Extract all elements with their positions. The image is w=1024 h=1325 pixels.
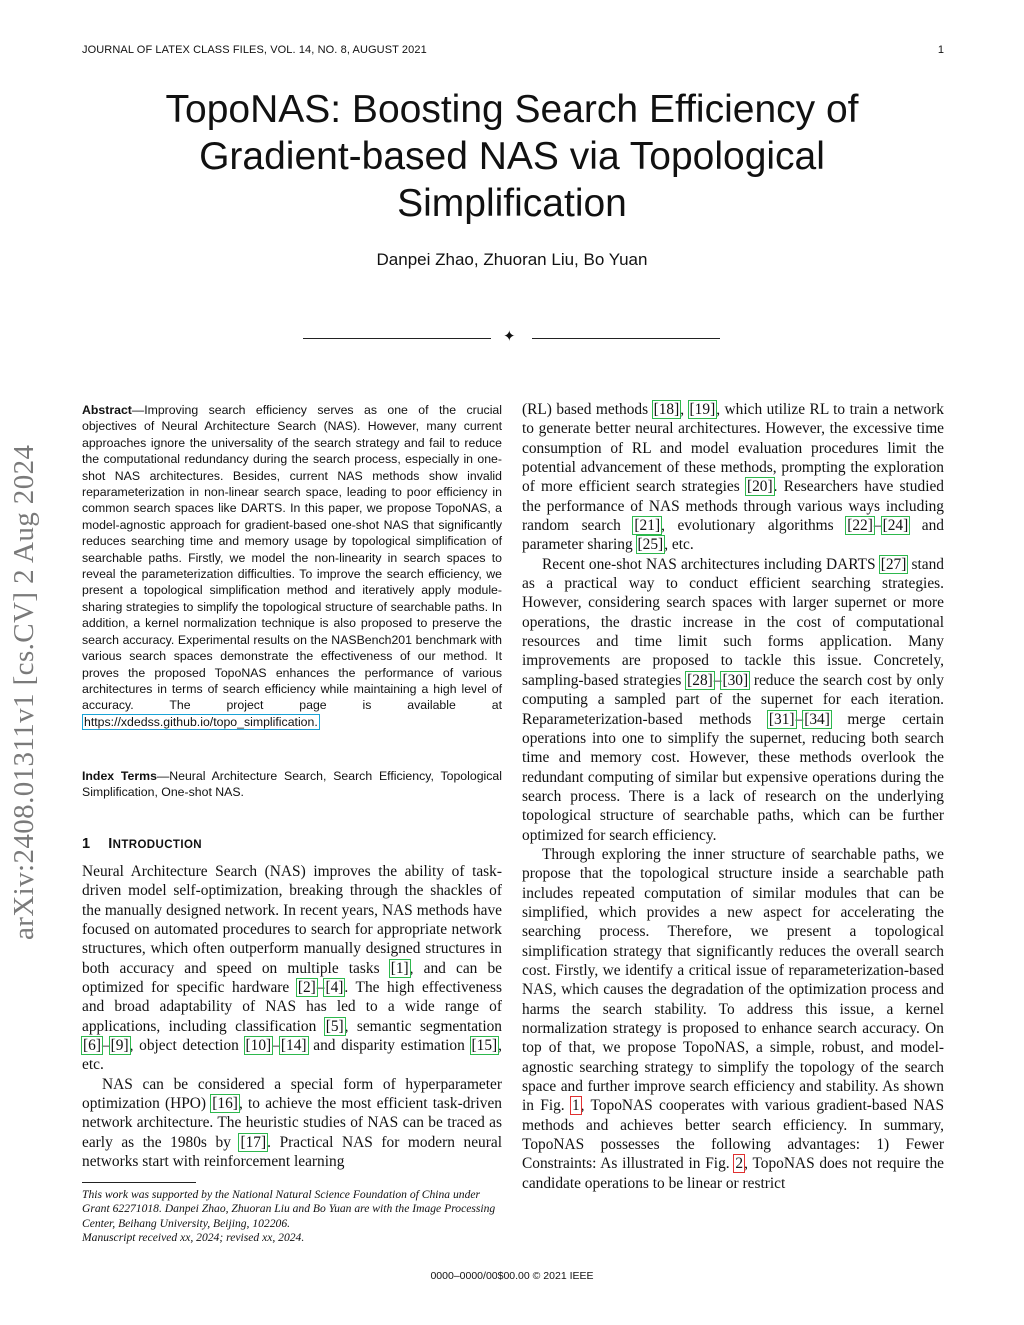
citation-link[interactable]: [17] <box>240 1133 267 1151</box>
arxiv-stamp: arXiv:2408.01311v1 [cs.CV] 2 Aug 2024 <box>8 444 40 940</box>
copyright-footer: 0000–0000/00$00.00 © 2021 IEEE <box>430 1270 594 1282</box>
paragraph: NAS can be considered a special form of hyperparameter optimization (HPO) [16], to achieve the most efficient task-driven network architecture. The heuristic studies of NAS can be traced as early as the 1980s by [17]. Practical NAS for modern neural networks start with reinforcement learning <box>82 1075 503 1171</box>
citation-link[interactable]: [21] <box>634 517 661 535</box>
figure-link[interactable]: 2 <box>735 1155 744 1173</box>
footnote-manuscript: Manuscript received xx, 2024; revised xx, 2024. <box>82 1231 305 1245</box>
index-terms-label: Index Terms <box>82 769 157 783</box>
running-header: JOURNAL OF LATEX CLASS FILES, VOL. 14, NO. 8, AUGUST 2021 <box>82 44 427 56</box>
citation-link[interactable]: [25] <box>637 536 664 554</box>
citation-link[interactable]: [6] <box>83 1037 101 1055</box>
section-first-letter: I <box>108 836 113 852</box>
citation-link[interactable]: [16] <box>212 1095 238 1113</box>
citation-link[interactable]: [10] <box>245 1037 272 1055</box>
citation-link[interactable]: [5] <box>325 1017 344 1035</box>
citation-link[interactable]: [31] <box>768 710 795 728</box>
citation-link[interactable]: [19] <box>689 401 716 418</box>
citation-link[interactable]: [4] <box>325 979 344 997</box>
figure-link[interactable]: 1 <box>571 1097 580 1115</box>
citation-link[interactable]: [30] <box>722 671 749 689</box>
project-page-link[interactable]: https://xdedss.github.io/topo_simplification. <box>84 714 318 729</box>
footnote-funding: This work was supported by the National Natural Science Foundation of China under Grant 62271018. Danpei Zhao, Zhuoran Liu and Bo Yuan are with the Image Processing Center, Beihang University, Beijing, 102206. <box>82 1188 496 1230</box>
index-terms-text: —Neural Architecture Search, Search Efficiency, Topological Simplification, One-shot NAS. <box>82 769 502 800</box>
divider-star-icon: ✦ <box>503 328 516 345</box>
paragraph: Recent one-shot NAS architectures including DARTS [27] stand as a practical way to conduct efficient searching strategies. However, considering search spaces with larger supernet or more operations, the drastic increase in the cost of computational resources and time limit such forms application. Many improvements are proposed to tackle this issue. Concretely, sampling-based strategies [28]–[30] reduce the search cost by only computing a sampled part of the supernet for each iteration. Reparameterization-based methods [31]–[34] merge certain operations into one to simplify the supernet, reducing both search time and memory cost. However, these methods overlook the redundant computing of similar but expensive operations during the search process. There is a lack of research on the underlying topological structure of searchable paths, which can be further optimized for search efficiency. <box>522 555 944 844</box>
footnote-rule <box>82 1182 196 1183</box>
footnote <box>82 1188 502 1246</box>
citation-link[interactable]: [18] <box>653 401 680 418</box>
intro-left-column <box>82 862 502 1172</box>
abstract-text: —Improving search efficiency serves as one of the crucial objectives of Neural Architecture Search (NAS). However, many current approaches ignore the universality of the search strategy and fail to reduce the computational redundancy during the search process, especially in one-shot NAS architectures. Besides, current NAS methods show invalid reparameterization in non-linear search space, leading to poor efficiency in common search spaces like DARTS. In this paper, we propose TopoNAS, a model-agnostic approach for gradient-based one-shot NAS that significantly reduces searching time and memory usage by topological simplification of searchable paths. Firstly, we model the non-linearity in search spaces to reveal the parameterization difficulties. To improve the search efficiency, we present a topological simplification method and iteratively apply module-sharing strategies to simplify the topological structure of searchable paths. In addition, a kernel normalization technique is also proposed to preserve the search accuracy. Experimental results on the NASBench201 benchmark with various search spaces demonstrate the effectiveness of our method. It proves the proposed TopoNAS enhances the performance of various architectures in terms of search efficiency while maintaining a high level of accuracy. The project page is available at <box>82 403 502 713</box>
section-number: 1 <box>82 836 91 852</box>
abstract <box>82 402 502 730</box>
citation-link[interactable]: [9] <box>110 1037 129 1055</box>
citation-link[interactable]: [28] <box>687 671 713 689</box>
title-divider-right <box>532 338 720 339</box>
citation-link[interactable]: [14] <box>280 1037 307 1055</box>
citation-link[interactable]: [20] <box>746 478 773 496</box>
paper-title: TopoNAS: Boosting Search Efficiency of Gradient-based NAS via Topological Simplification <box>165 88 859 225</box>
paragraph: Through exploring the inner structure of searchable paths, we propose that the topological structure inside a searchable path includes repeated computation of similar modules that can be simplified, which provides a new aspect for accelerating the searching process. Therefore, we present a topological simplification strategy that significantly reduces the overall search cost. Firstly, we identify a critical issue of reparameterization-based NAS, which causes the degradation of the optimization process and harms the search stability. To address this issue, a kernel normalization strategy is proposed to enhance search accuracy. On top of that, we propose TopoNAS, a simple, robust, and model-agnostic searching strategy to simplify the topology of the search space and further improve search efficiency and stability. As shown in Fig. 1, TopoNAS cooperates with various gradient-based NAS methods and achieves better search efficiency. In summary, TopoNAS possesses the following advantages: 1) Fewer Constraints: As illustrated in Fig. 2, TopoNAS does not require the candidate operations to be linear or restrict <box>522 845 944 1192</box>
citation-link[interactable]: [1] <box>390 959 409 977</box>
citation-link[interactable]: [22] <box>847 517 873 535</box>
citation-link[interactable]: [2] <box>297 979 316 997</box>
paragraph: (RL) based methods [18], [19], which utilize RL to train a network to generate better neural architectures. However, the excessive time consumption of RL and model evaluation procedures limit the potential advancement of these methods, prompting the exploration of more efficient search strategies [20]. Researchers have studied the performance of NAS methods through various ways including random search [21], evolutionary algorithms [22]–[24] and parameter sharing [25], etc. <box>522 401 945 554</box>
paragraph: Neural Architecture Search (NAS) improves the ability of task-driven model self-optimization, breaking through the shackles of the manually designed network. In recent years, NAS methods have focused on automated procedures to search for appropriate network structures, which often outperform manually designed structures in both accuracy and speed on multiple tasks [1], and can be optimized for specific hardware [2]–[4]. The high effectiveness and broad adaptability of NAS has led to a wide range of applications, including classification [5], semantic segmentation [6]–[9], object detection [10]–[14] and disparity estimation [15], etc. <box>82 863 503 1074</box>
author-list: Danpei Zhao, Zhuoran Liu, Bo Yuan <box>376 250 648 269</box>
section-title-rest: NTRODUCTION <box>112 839 202 851</box>
citation-link[interactable]: [34] <box>804 710 830 728</box>
citation-link[interactable]: [27] <box>880 555 907 573</box>
section-heading-introduction <box>82 836 202 852</box>
title-divider-left <box>303 338 491 339</box>
intro-right-column <box>522 400 944 1193</box>
citation-link[interactable]: [24] <box>882 517 909 535</box>
abstract-label: Abstract <box>82 403 132 417</box>
index-terms <box>82 768 502 801</box>
page-number: 1 <box>937 44 944 56</box>
citation-link[interactable]: [15] <box>471 1037 498 1055</box>
